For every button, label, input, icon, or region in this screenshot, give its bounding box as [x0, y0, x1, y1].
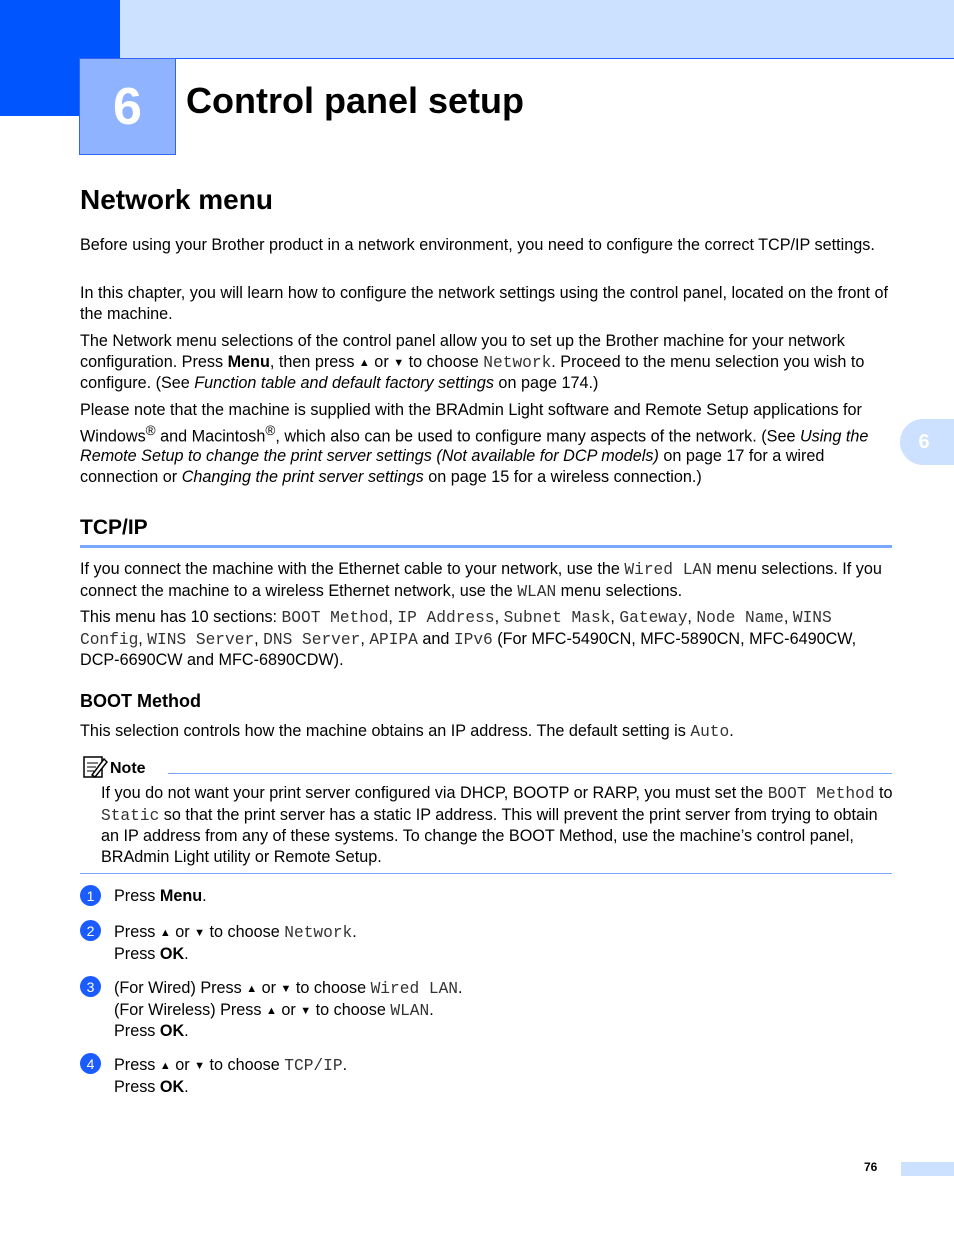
chapter-side-tab	[900, 419, 954, 465]
note-pencil-icon	[82, 755, 108, 779]
down-arrow-icon: ▼	[300, 1004, 312, 1017]
note-rule	[168, 773, 892, 774]
step-2-text: Press ▲ or ▼ to choose Network. Press OK.	[114, 923, 357, 963]
menu-key: Menu	[227, 352, 270, 371]
subsection-rule	[80, 545, 892, 548]
tcpip-paragraph-2: This menu has 10 sections: BOOT Method, IP Address, Subnet Mask, Gateway, Node Name, WINS Config, WINS Server, DNS Server, APIPA and IPv6 (For MFC-5490CN, MFC-5890CN, MFC-6490CW, DCP-6690CW and MFC-6890CDW).	[80, 608, 857, 669]
down-arrow-icon: ▼	[194, 1060, 206, 1072]
down-arrow-icon: ▼	[393, 356, 405, 369]
intro-paragraph-3: The Network menu selections of the control panel allow you to set up the Brother machine for your network configuration. Press Menu, then press ▲ or ▼ to choose Network. Proceed to the menu selection you wish to configure. (See Function table and default factory settings on page 174.)	[80, 332, 865, 392]
side-tab-number: 6	[918, 430, 930, 453]
step-3-text: (For Wired) Press ▲ or ▼ to choose Wired LAN. (For Wireless) Press ▲ or ▼ to choose WLAN. Press OK.	[114, 979, 463, 1040]
intro-paragraph-2: In this chapter, you will learn how to configure the network settings using the control panel, located on the front of the machine.	[80, 284, 889, 323]
step-number-4: 4	[80, 1053, 101, 1074]
intro-paragraph-1: Before using your Brother product in a network environment, you need to configure the correct TCP/IP settings.	[80, 236, 875, 254]
down-arrow-icon: ▼	[280, 983, 292, 995]
footer-accent-bar	[901, 1162, 954, 1176]
note-header	[80, 755, 892, 779]
down-arrow-icon: ▼	[194, 927, 206, 939]
step-number-1: 1	[80, 885, 101, 906]
section-title: Network menu	[80, 184, 273, 215]
step-number-3: 3	[80, 976, 101, 997]
up-arrow-icon: ▲	[159, 927, 171, 939]
cross-reference-link[interactable]: Using the Remote Setup to change the print server settings (Not available for DCP models)	[80, 426, 869, 466]
up-arrow-icon: ▲	[358, 356, 370, 369]
note-bottom-rule	[80, 873, 892, 874]
step-4-text: Press ▲ or ▼ to choose TCP/IP. Press OK.	[114, 1056, 348, 1096]
up-arrow-icon: ▲	[246, 983, 258, 995]
subsection-title-boot-method: BOOT Method	[80, 691, 201, 711]
intro-paragraph-4: Please note that the machine is supplied with the BRAdmin Light software and Remote Setup applications for Windows® and Macintosh®, which also can be used to configure many aspects of the network. (See Using the Remote Setup to change the print server settings (Not available for DCP models) on page 17 for a wired connection or Changing the print server settings on page 15 for a wireless connection.)	[80, 401, 869, 486]
tcpip-paragraph-1: If you connect the machine with the Ethernet cable to your network, use the Wired LAN menu selections. If you connect the machine to a wireless Ethernet network, use the WLAN menu selections.	[80, 560, 882, 601]
boot-paragraph: This selection controls how the machine obtains an IP address. The default setting is Auto.	[80, 722, 734, 741]
header-band	[120, 0, 954, 59]
chapter-number-box	[79, 58, 176, 155]
subsection-title-tcpip: TCP/IP	[80, 516, 148, 539]
note-label: Note	[110, 760, 146, 777]
cross-reference-link[interactable]: Function table and default factory settings	[194, 374, 494, 392]
up-arrow-icon: ▲	[266, 1004, 277, 1017]
page-number: 76	[864, 1160, 878, 1174]
chapter-title: Control panel setup	[186, 80, 525, 121]
chapter-number: 6	[113, 77, 142, 136]
step-1-text: Press Menu.	[114, 887, 207, 905]
step-number-2: 2	[80, 920, 101, 941]
up-arrow-icon: ▲	[159, 1060, 171, 1072]
note-body: If you do not want your print server configured via DHCP, BOOTP or RARP, you must set the BOOT Method to Static so that the print server has a static IP address. This will prevent the print server from trying to obtain an IP address from any of these systems. To change the BOOT Method, use the machine’s control panel, BRAdmin Light utility or Remote Setup.	[101, 784, 893, 866]
cross-reference-link[interactable]: Changing the print server settings	[181, 467, 424, 486]
